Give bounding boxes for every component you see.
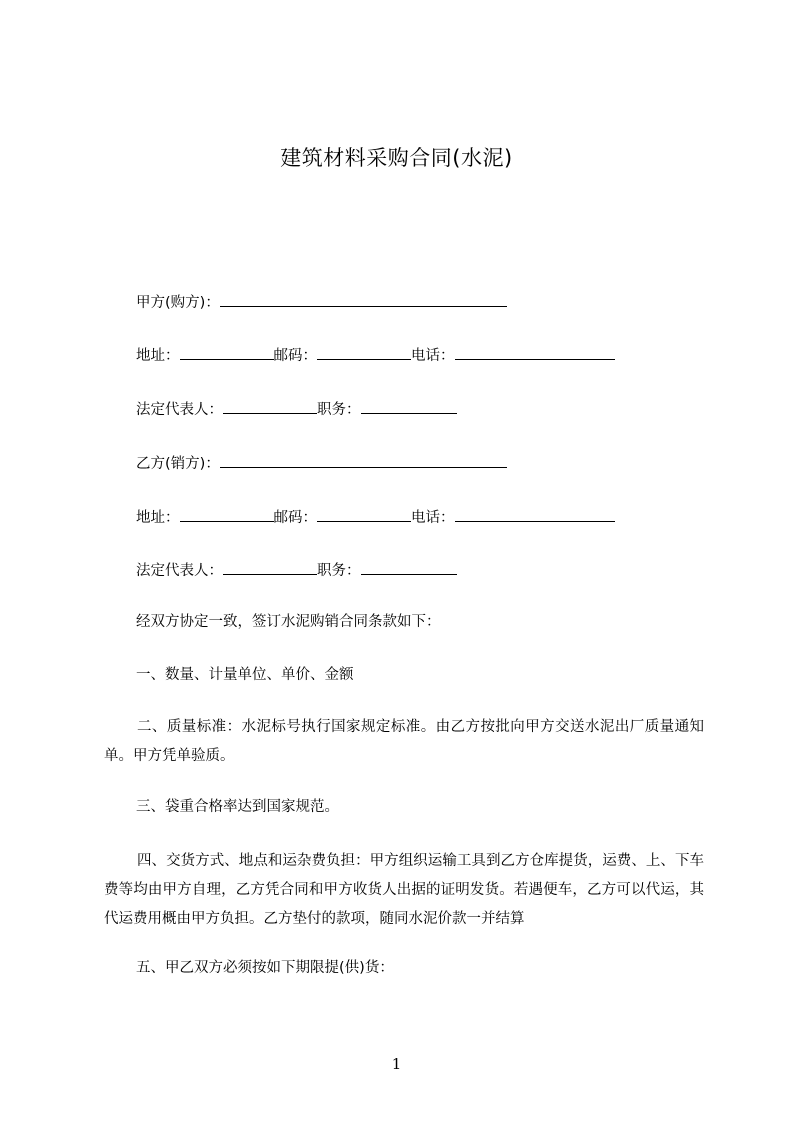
clause-4: 四、交货方式、地点和运杂费负担：甲方组织运输工具到乙方仓库提货，运费、上、下车费等均由甲方自理，乙方凭合同和甲方收货人出据的证明发货。若遇便车，乙方可以代运，其代运费用概由甲方负担。乙方垫付的款项，随同水泥价款一并结算 <box>104 853 704 927</box>
party-a-contact-line <box>136 344 615 366</box>
intro-text: 经双方协定一致，签订水泥购销合同条款如下： <box>136 614 441 630</box>
party-b-contact-line <box>136 506 615 528</box>
party-b-legal-rep-label: 法定代表人： <box>136 563 223 579</box>
party-a-address-label: 地址： <box>136 348 180 364</box>
party-a-label: 甲方(购方)： <box>136 295 220 311</box>
party-a-postcode-blank[interactable] <box>317 344 411 360</box>
party-a-legal-rep-label: 法定代表人： <box>136 402 223 418</box>
party-a-legal-rep-blank[interactable] <box>223 398 317 414</box>
party-b-address-label: 地址： <box>136 510 180 526</box>
party-a-phone-blank[interactable] <box>455 344 615 360</box>
document-title: 建筑材料采购合同(水泥) <box>280 146 513 170</box>
party-b-position-blank[interactable] <box>361 559 457 575</box>
party-b-address-blank[interactable] <box>180 506 274 522</box>
party-b-position-label: 职务： <box>317 563 361 579</box>
party-b-rep-line <box>136 559 457 581</box>
party-a-position-label: 职务： <box>317 402 361 418</box>
party-b-line <box>136 452 507 474</box>
clause-1: 一、数量、计量单位、单价、金额 <box>136 667 354 683</box>
party-b-name-blank[interactable] <box>220 452 507 468</box>
party-a-line <box>136 291 507 313</box>
party-b-phone-blank[interactable] <box>455 506 615 522</box>
clause-2: 二、质量标准：水泥标号执行国家规定标准。由乙方按批向甲方交送水泥出厂质量通知单。甲方凭单验质。 <box>104 719 704 764</box>
clause-5: 五、甲乙双方必须按如下期限提(供)货： <box>136 960 394 976</box>
party-a-address-blank[interactable] <box>180 344 274 360</box>
party-a-postcode-label: 邮码： <box>273 348 317 364</box>
party-a-position-blank[interactable] <box>361 398 457 414</box>
page-number: 1 <box>391 1055 402 1073</box>
party-b-postcode-label: 邮码： <box>273 510 317 526</box>
clause-3: 三、袋重合格率达到国家规范。 <box>136 799 339 815</box>
party-b-legal-rep-blank[interactable] <box>223 559 317 575</box>
party-b-phone-label: 电话： <box>411 510 455 526</box>
party-b-postcode-blank[interactable] <box>317 506 411 522</box>
party-a-name-blank[interactable] <box>220 291 507 307</box>
party-b-label: 乙方(销方)： <box>136 456 220 472</box>
party-a-phone-label: 电话： <box>411 348 455 364</box>
party-a-rep-line <box>136 398 457 420</box>
